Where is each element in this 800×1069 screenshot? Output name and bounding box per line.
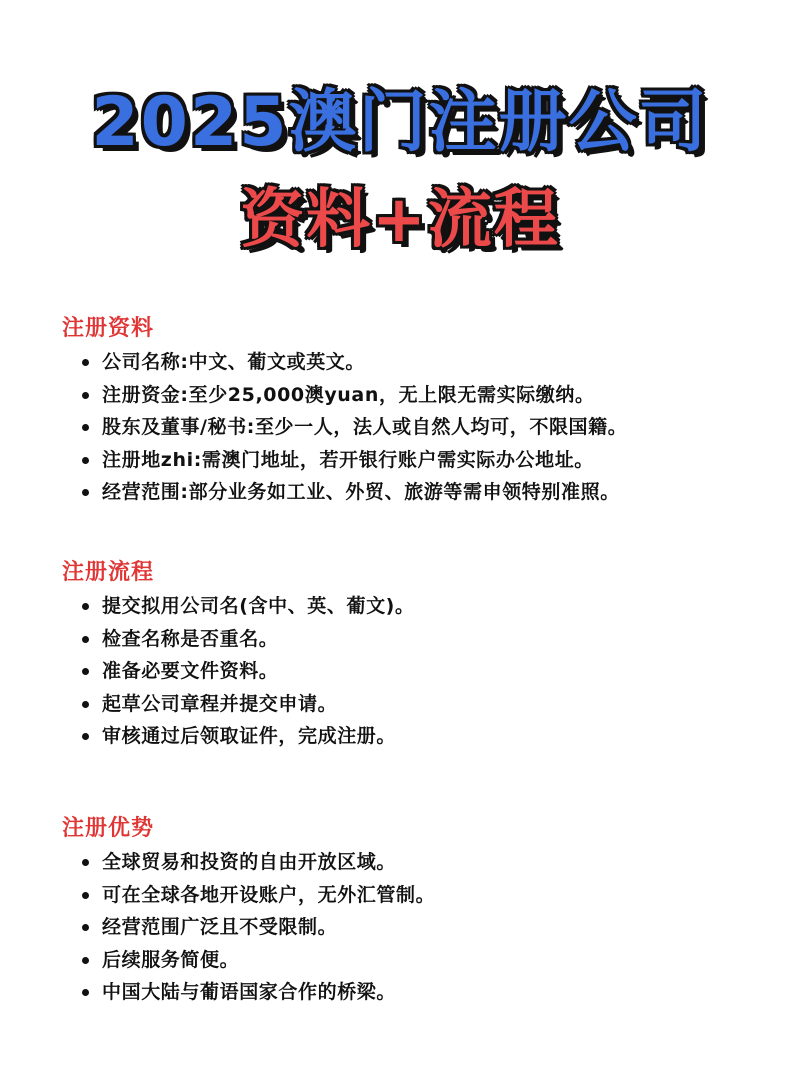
list-item: 全球贸易和投资的自由开放区域。	[62, 846, 782, 879]
section-registration-materials	[62, 312, 782, 509]
section-heading: 注册资料	[62, 316, 155, 341]
list-item: 经营范围:部分业务如工业、外贸、旅游等需申领特别准照。	[62, 476, 782, 509]
list-item: 检查名称是否重名。	[62, 623, 782, 656]
bullet-list	[62, 346, 782, 509]
sub-title: 资料+流程	[240, 183, 560, 257]
list-item: 后续服务简便。	[62, 944, 782, 977]
list-item: 准备必要文件资料。	[62, 655, 782, 688]
section-registration-advantages	[62, 812, 782, 1009]
list-item: 起草公司章程并提交申请。	[62, 688, 782, 721]
section-heading: 注册流程	[62, 560, 155, 585]
list-item: 中国大陆与葡语国家合作的桥梁。	[62, 976, 782, 1009]
section-heading: 注册优势	[62, 816, 155, 841]
list-item: 注册资金:至少25,000澳yuan，无上限无需实际缴纳。	[62, 379, 782, 412]
list-item: 经营范围广泛且不受限制。	[62, 911, 782, 944]
list-item: 注册地zhi:需澳门地址，若开银行账户需实际办公地址。	[62, 444, 782, 477]
main-title: 2025澳门注册公司	[91, 83, 709, 162]
section-registration-process	[62, 556, 782, 753]
bullet-list	[62, 590, 782, 753]
list-item: 提交拟用公司名(含中、英、葡文)。	[62, 590, 782, 623]
list-item: 公司名称:中文、葡文或英文。	[62, 346, 782, 379]
list-item: 可在全球各地开设账户，无外汇管制。	[62, 879, 782, 912]
list-item: 股东及董事/秘书:至少一人，法人或自然人均可，不限国籍。	[62, 411, 782, 444]
bullet-list	[62, 846, 782, 1009]
list-item: 审核通过后领取证件，完成注册。	[62, 720, 782, 753]
